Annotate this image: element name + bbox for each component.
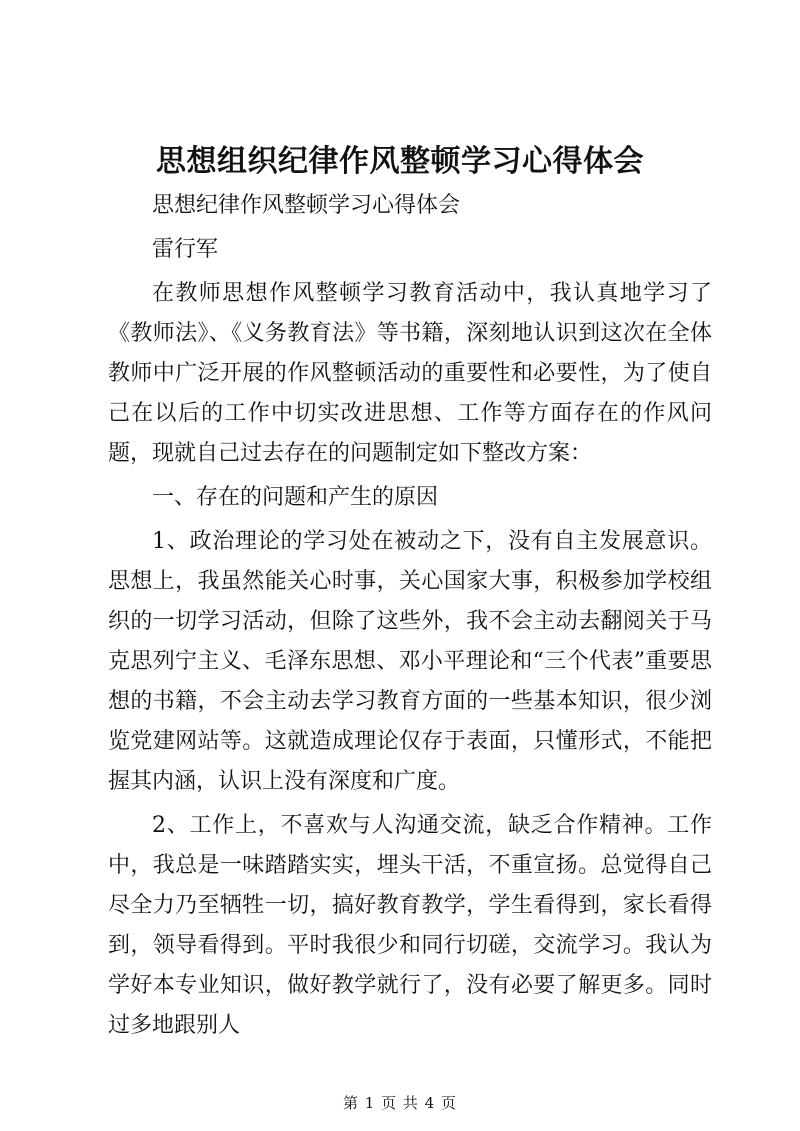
body-paragraph-1: 1、政治理论的学习处在被动之下，没有自主发展意识。思想上，我虽然能关心时事，关心国家大事，积极参加学校组织的一切学习活动，但除了这些外，我不会主动去翻阅关于马克思列宁主义、毛泽东思想、邓小平理论和“三个代表”重要思想的书籍，不会主动去学习教育方面的一些基本知识，很少浏览党建网站等。这就造成理论仅存于表面，只懂形式，不能把握其内涵，认识上没有深度和广度。 <box>108 529 712 794</box>
section-heading: 一、存在的问题和产生的原因 <box>152 485 439 510</box>
author-paragraph: 雷行军 <box>152 237 219 262</box>
page-number-footer: 第 1 页 共 4 页 <box>343 1094 457 1112</box>
intro-paragraph: 在教师思想作风整顿学习教育活动中，我认真地学习了《教师法》、《义务教育法》等书籍，深刻地认识到这次在全体教师中广泛开展的作风整顿活动的重要性和必要性，为了使自己在以后的工作中切实改进思想、工作等方面存在的作风问题，现就自己过去存在的问题制定如下整改方案： <box>108 281 712 466</box>
subtitle-paragraph: 思想纪律作风整顿学习心得体会 <box>152 193 461 218</box>
document-body <box>108 186 712 1050</box>
body-paragraph-2: 2、工作上，不喜欢与人沟通交流，缺乏合作精神。工作中，我总是一味踏踏实实，埋头干活，不重宣扬。总觉得自己尽全力乃至牺牲一切，搞好教育教学，学生看得到，家长看得到，领导看得到。平时我很少和同行切磋，交流学习。我认为学好本专业知识，做好教学就行了，没有必要了解更多。同时过多地跟别人 <box>108 813 712 1038</box>
document-title: 思想组织纪律作风整顿学习心得体会 <box>156 144 644 179</box>
